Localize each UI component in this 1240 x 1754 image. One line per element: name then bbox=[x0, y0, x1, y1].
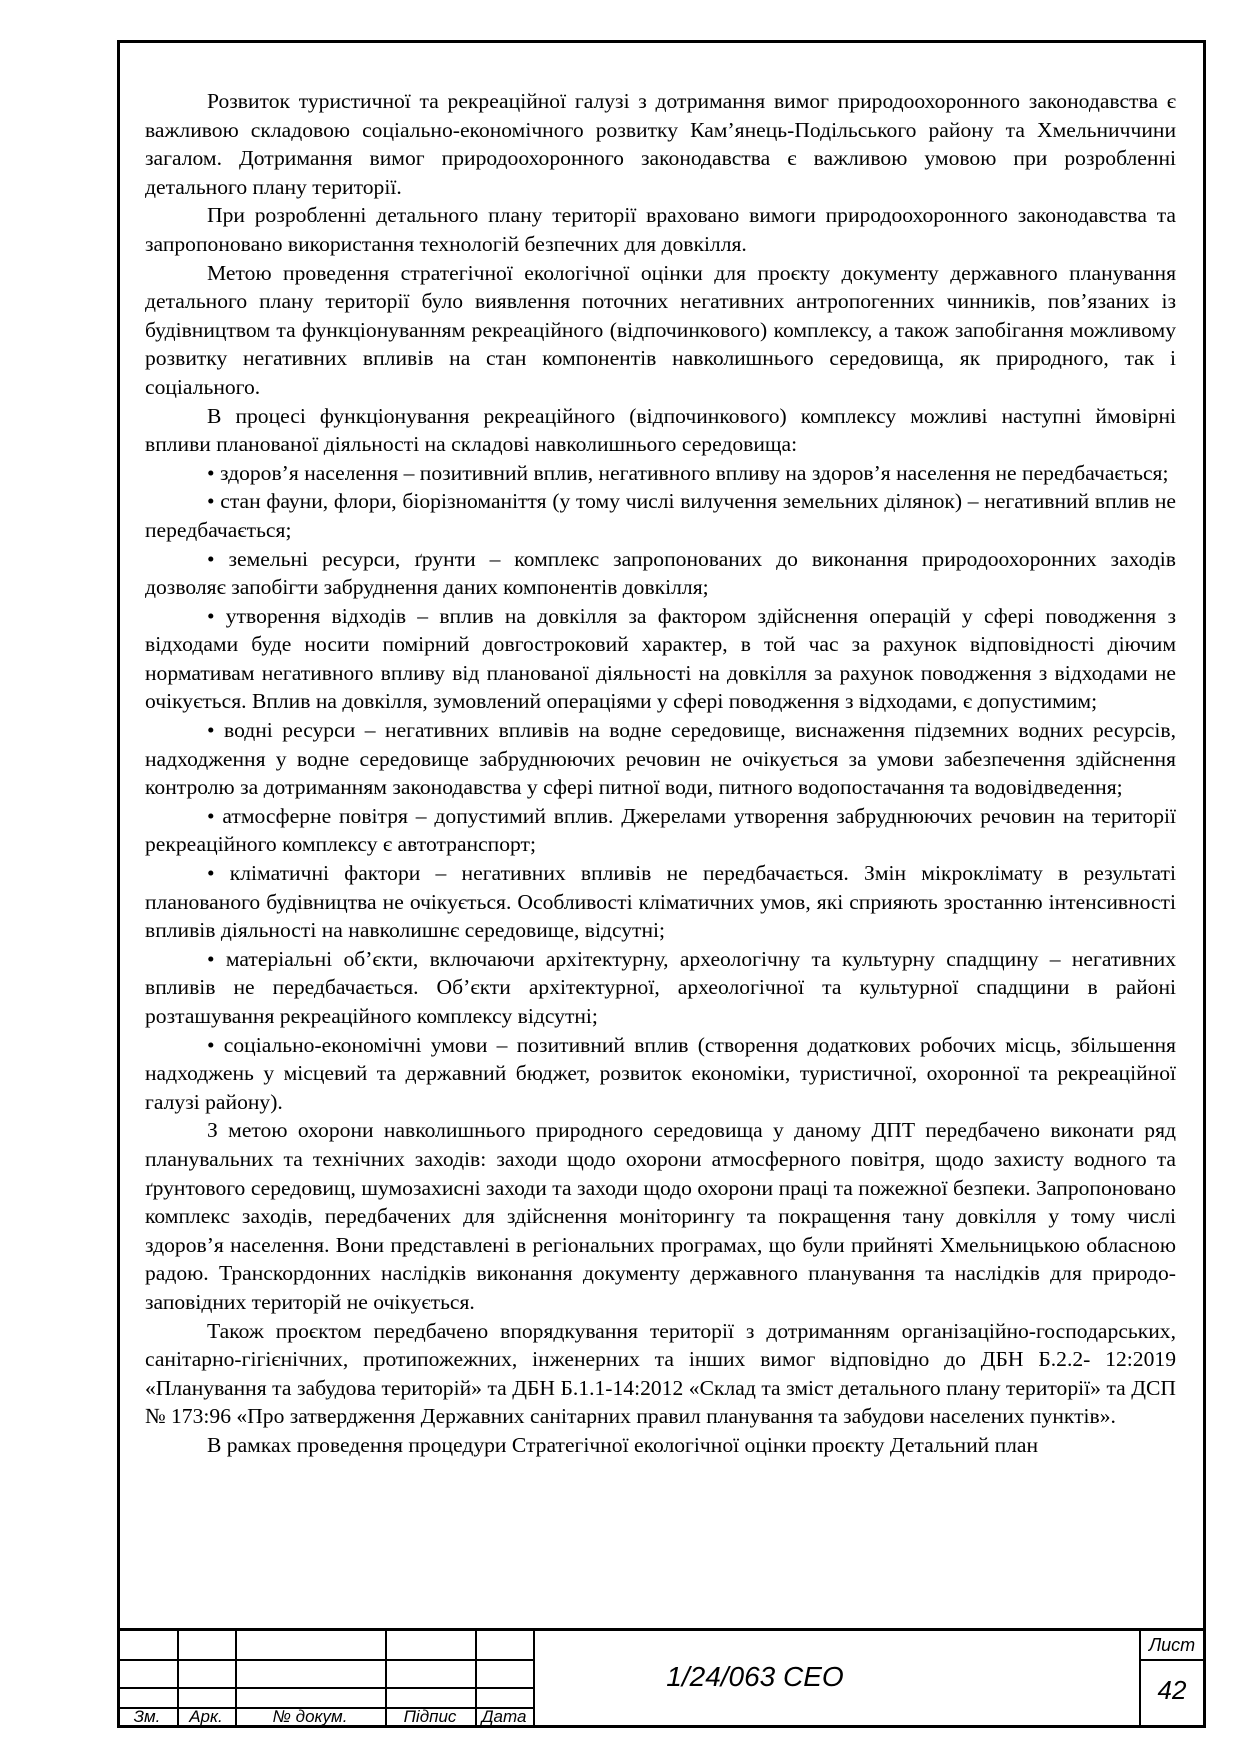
title-block bbox=[117, 1628, 1206, 1728]
paragraph: В рамках проведення процедури Стратегічної екологічної оцінки проєкту Детальний план bbox=[207, 1432, 1039, 1457]
grid-line bbox=[1139, 1659, 1203, 1661]
bullet-item: • кліматичні фактори – негативних впливів не передбачається. Змін мікроклімату в результаті планованого будівництва не очікується. Особливості кліматичних умов, які сприяють зростанню інтенсивності впливів діяльності на навколишнє середовище, відсутні; bbox=[145, 861, 1176, 943]
paragraph: З метою охорони навколишнього природного середовища у даному ДПТ передбачено виконати ряд планувальних та технічних заходів: заходи щодо охорони атмосферного повітря, щодо захисту водного та ґрунтового середовищ, шумозахисні заходи та заходи щодо охорони праці та пожежної безпеки. Запропоновано комплекс заходів, передбачених для здійснення моніторингу та покращення тану довкілля у тому числі здоров’я населення. Вони представлені в регіональних програмах, що були прийняті Хмельницькою обласною радою. Транскордонних наслідків виконання документу державного планування та наслідків для природо-заповідних територій не очікується. bbox=[145, 1118, 1176, 1314]
bullet-item: • атмосферне повітря – допустимий вплив. Джерелами утворення забруднюючих речовин на території рекреаційного комплексу є автотранспорт; bbox=[145, 803, 1176, 857]
bullet-item: • стан фауни, флори, біорізноманіття (у тому числі вилучення земельних ділянок) – негативний вплив не передбачається; bbox=[145, 489, 1176, 542]
sheet-label: Лист bbox=[1148, 1635, 1196, 1655]
paragraph: При розробленні детального плану території враховано вимоги природоохоронного законодавства та запропоновано використання технологій безпечних для довкілля. bbox=[145, 203, 1176, 256]
column-label-date: Дата bbox=[481, 1707, 527, 1726]
column-label-ark: Арк. bbox=[189, 1707, 223, 1726]
bullet-item: • утворення відходів – вплив на довкілля за фактором здійснення операцій у сфері поводження з відходами буде носити помірний довгостроковий характер, в той час за рахунок відповідності діючим нормативам негативного впливу від планованої діяльності на довкілля за рахунок поводження з відходами не очікується. Вплив на довкілля, зумовлений операціями у сфері поводження з відходами, є допустимим; bbox=[145, 603, 1176, 714]
column-label-zm: Зм. bbox=[133, 1707, 161, 1726]
column-label-doc: № докум. bbox=[272, 1707, 348, 1726]
document-code: 1/24/063 СЕО bbox=[666, 1661, 844, 1692]
paragraph: Також проєктом передбачено впорядкування території з дотриманням організаційно-господарських, санітарно-гігієнічних, протипожежних, інженерних та інших вимог відповідно до ДБН Б.2.2- 12:2019 «Планування та забудова територій» та ДБН Б.1.1-14:2012 «Склад та зміст детального плану території» та ДСП № 173:96 «Про затвердження Державних санітарних правил планування та забудови населених пунктів». bbox=[145, 1318, 1176, 1429]
bullet-item: • водні ресурси – негативних впливів на водне середовище, виснаження підземних водних ресурсів, надходження у водне середовище забруднюючих речовин не очікується за умови забезпечення здійснення контролю за дотриманням законодавства у сфері питної води, питного водопостачання та водовідведення; bbox=[145, 718, 1176, 800]
grid-line bbox=[117, 1659, 535, 1661]
paragraph: Розвиток туристичної та рекреаційної галузі з дотримання вимог природоохоронного законодавства є важливою складовою соціально-економічного розвитку Кам’янець-Подільського району та Хмельниччини загалом. Дотримання вимог природоохоронного законодавства є важливою умовою при розробленні детального плану території. bbox=[145, 89, 1176, 199]
bullet-item: • матеріальні об’єкти, включаючи архітектурну, археологічну та культурну спадщину – негативних впливів не передбачається. Об’єкти архітектурної, археологічної та культурної спадщини в районі розташування рекреаційного комплексу відсутні; bbox=[145, 946, 1176, 1028]
paragraph: Метою проведення стратегічної екологічної оцінки для проєкту документу державного планування детального плану території було виявлення поточних негативних антропогенних чинників, пов’язаних із будівництвом та функціонуванням рекреаційного (відпочинкового) комплексу, а також запобігання можливому розвитку негативних впливів на стан компонентів навколишнього середовища, як природного, так і соціального. bbox=[145, 260, 1176, 399]
bullet-item: • земельні ресурси, ґрунти – комплекс запропонованих до виконання природоохоронних заходів дозволяє запобігти забруднення даних компонентів довкілля; bbox=[145, 546, 1176, 600]
bullet-item: • здоров’я населення – позитивний вплив, негативного впливу на здоров’я населення не передбачається; bbox=[207, 460, 1169, 485]
paragraph: В процесі функціонування рекреаційного (відпочинкового) комплексу можливі наступні ймовірні впливи планованої діяльності на складові навколишнього середовища: bbox=[145, 403, 1176, 457]
grid-line bbox=[117, 1687, 535, 1689]
column-label-sign: Підпис bbox=[403, 1707, 457, 1726]
bullet-item: • соціально-економічні умови – позитивний вплив (створення додаткових робочих місць, збільшення надходжень у місцевий та державний бюджет, розвиток економіки, туристичної, охоронної та рекреаційної галузі району). bbox=[145, 1032, 1176, 1114]
sheet-number: 42 bbox=[1157, 1675, 1187, 1705]
document-body bbox=[145, 87, 1176, 1460]
